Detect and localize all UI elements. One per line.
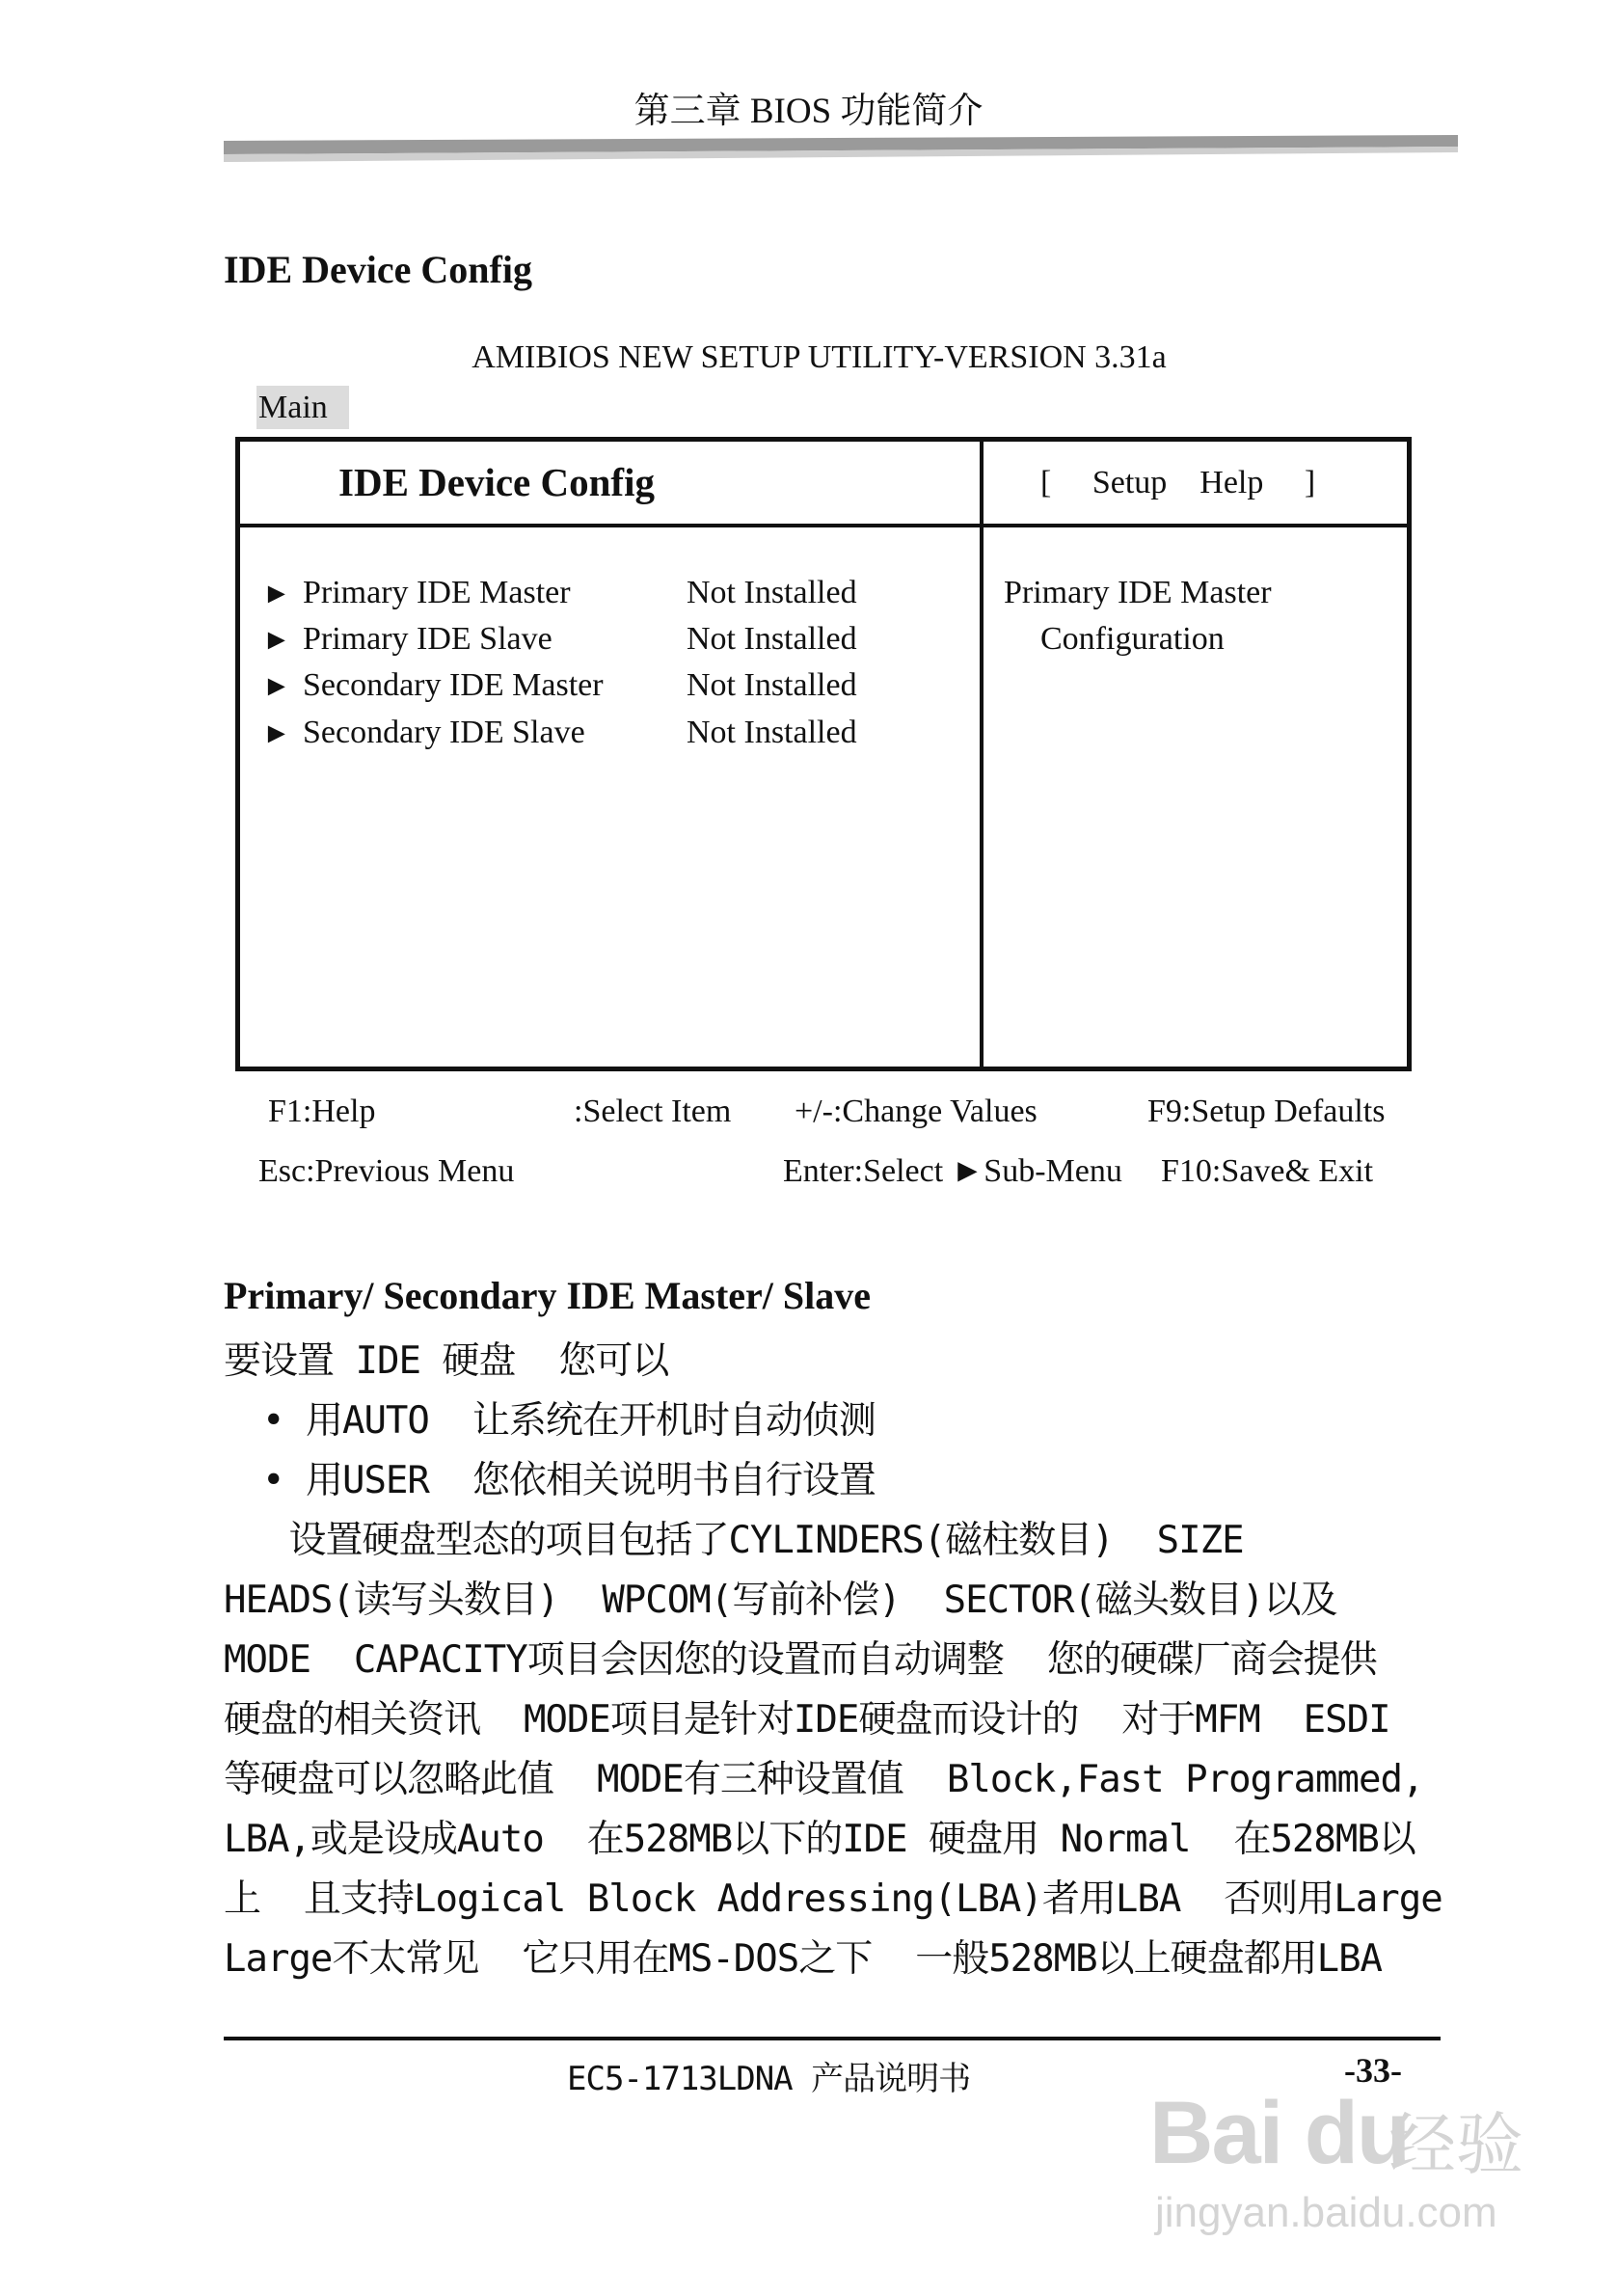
paragraph-line: 上 且支持Logical Block Addressing(LBA)者用LBA 否则用Large xyxy=(224,1877,1442,1921)
subsection-title: Primary/ Secondary IDE Master/ Slave xyxy=(224,1274,871,1317)
bios-utility-title: AMIBIOS NEW SETUP UTILITY-VERSION 3.31a xyxy=(472,339,1167,375)
footer-manual-title: EC5-1713LDNA 产品说明书 xyxy=(567,2060,971,2098)
section-title: IDE Device Config xyxy=(224,248,532,291)
bios-setup-box xyxy=(235,437,1412,1071)
paragraph-line: HEADS(读写头数目) WPCOM(写前补偿) SECTOR(磁头数目)以及 xyxy=(224,1579,1337,1622)
body-intro: 要设置 IDE 硬盘 您可以 xyxy=(224,1339,669,1383)
menu-item-value: Not Installed xyxy=(687,621,857,657)
key-f10-save-exit: F10:Save& Exit xyxy=(1161,1153,1374,1189)
baidu-watermark xyxy=(1149,2073,1535,2247)
menu-item-label: Secondary IDE Master xyxy=(303,667,604,703)
menu-item-label: Primary IDE Master xyxy=(303,575,571,610)
baidu-logo: Bai du xyxy=(1149,2084,1410,2182)
help-text-line: Configuration xyxy=(1040,621,1225,657)
tab-main[interactable]: Main xyxy=(256,386,349,429)
bios-header-divider xyxy=(240,524,1407,527)
baidu-url: jingyan.baidu.com xyxy=(1155,2189,1497,2236)
menu-item-primary-ide-slave[interactable] xyxy=(262,621,552,658)
key-esc-previous: Esc:Previous Menu xyxy=(258,1153,515,1189)
key-f9-defaults: F9:Setup Defaults xyxy=(1147,1094,1386,1129)
bios-box-title: IDE Device Config xyxy=(338,460,655,504)
paragraph-line: MODE CAPACITY项目会因您的设置而自动调整 您的硬碟厂商会提供 xyxy=(224,1638,1377,1682)
menu-item-secondary-ide-master[interactable] xyxy=(262,667,604,704)
paragraph-line: 硬盘的相关资讯 MODE项目是针对IDE硬盘而设计的 对于MFM ESDI xyxy=(224,1698,1390,1742)
menu-item-primary-ide-master[interactable] xyxy=(262,575,571,611)
chapter-header: 第三章 BIOS 功能简介 xyxy=(633,92,984,131)
key-enter-submenu: Enter:Select ►Sub-Menu xyxy=(783,1153,1122,1189)
submenu-arrow-icon: ► xyxy=(262,670,291,702)
menu-item-value: Not Installed xyxy=(687,715,857,750)
menu-item-secondary-ide-slave[interactable] xyxy=(262,715,585,751)
help-text-line: Primary IDE Master xyxy=(1004,575,1272,610)
menu-item-label: Secondary IDE Slave xyxy=(303,715,585,750)
page-number: -33- xyxy=(1344,2051,1402,2090)
bullet-auto: • 用AUTO 让系统在开机时自动侦测 xyxy=(262,1399,876,1443)
bios-column-divider xyxy=(980,442,984,1067)
submenu-arrow-icon: ► xyxy=(262,717,291,749)
paragraph-line: LBA,或是设成Auto 在528MB以下的IDE 硬盘用 Normal 在528MB以 xyxy=(224,1818,1415,1861)
menu-item-value: Not Installed xyxy=(687,575,857,610)
setup-help-header: [ Setup Help ] xyxy=(1040,465,1316,500)
key-select-item: :Select Item xyxy=(574,1094,732,1129)
footer-divider xyxy=(224,2037,1441,2040)
menu-item-label: Primary IDE Slave xyxy=(303,621,552,657)
paragraph-line: Large不太常见 它只用在MS-DOS之下 一般528MB以上硬盘都用LBA xyxy=(224,1937,1383,1981)
baidu-brand-text: 经验 xyxy=(1388,2105,1523,2184)
paragraph-line: 等硬盘可以忽略此值 MODE有三种设置值 Block,Fast Programmed, xyxy=(224,1758,1424,1801)
bullet-user: • 用USER 您依相关说明书自行设置 xyxy=(262,1459,876,1502)
submenu-arrow-icon: ► xyxy=(262,624,291,656)
submenu-arrow-icon: ► xyxy=(262,578,291,609)
header-divider xyxy=(224,133,1458,166)
key-change-values: +/-:Change Values xyxy=(795,1094,1038,1129)
key-f1-help: F1:Help xyxy=(268,1094,376,1129)
paragraph-line: 设置硬盘型态的项目包括了CYLINDERS(磁柱数目) SIZE xyxy=(224,1519,1244,1562)
menu-item-value: Not Installed xyxy=(687,667,857,703)
